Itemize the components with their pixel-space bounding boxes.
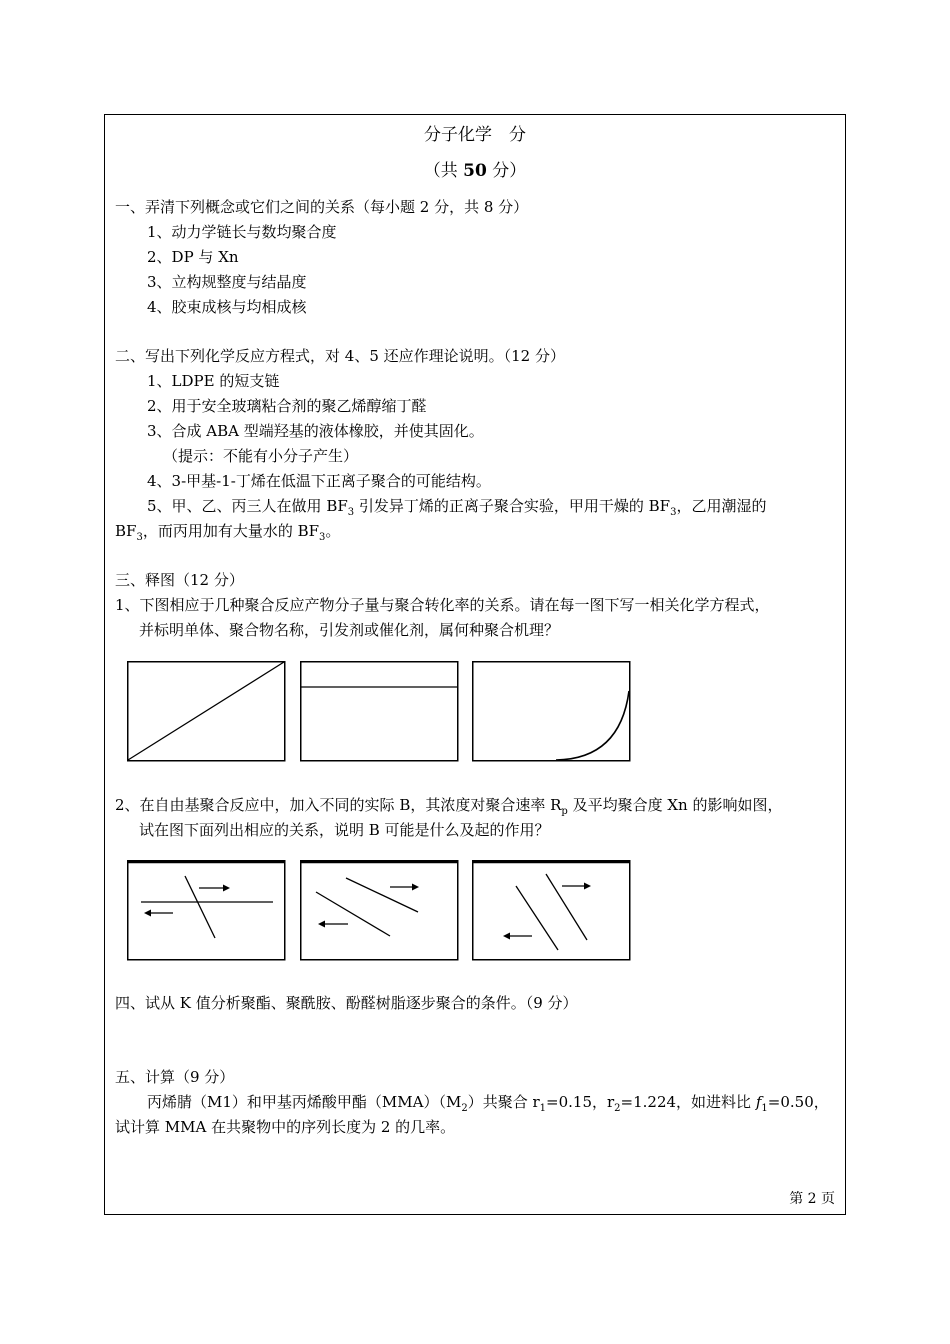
q2-item-5-cont: $BF_3$，而丙用加有大量水的 $BF_3$。 <box>115 522 341 543</box>
q4-heading: 四、试从 K 值分析聚酯、聚酰胺、酚醛树脂逐步聚合的条件。（9 分） <box>115 994 578 1012</box>
figure-b-effect-1 <box>127 860 287 962</box>
q2-item: 3、合成 ABA 型端羟基的液体橡胶，并使其固化。 <box>147 422 484 440</box>
q5-heading: 五、计算（9 分） <box>115 1068 235 1086</box>
q2-hint: （提示：不能有小分子产生） <box>163 447 359 465</box>
q1-item: 4、胶束成核与均相成核 <box>147 298 307 316</box>
q3-heading: 三、释图（12 分） <box>115 571 244 589</box>
q1-heading: 一、弄清下列概念或它们之间的关系（每小题 2 分，共 8 分） <box>115 198 529 216</box>
exam-page-frame <box>104 114 846 1215</box>
q1-item: 2、DP 与 Xn <box>147 248 239 266</box>
page-number: 第 2 页 <box>789 1191 835 1207</box>
q2-item: 4、3-甲基-1-丁烯在低温下正离子聚合的可能结构。 <box>147 472 491 490</box>
q2-heading: 二、写出下列化学反应方程式，对 4、5 还应作理论说明。（12 分） <box>115 347 565 365</box>
figure-sharp-rise <box>472 661 632 763</box>
q3-p2: 2、在自由基聚合反应中，加入不同的实际 B，其浓度对聚合速率 $R_p$ 及平均聚合度 Xn 的影响如图， <box>115 796 783 817</box>
q1-item: 3、立构规整度与结晶度 <box>147 273 307 291</box>
page-title: 分子化学 分 <box>424 125 526 145</box>
figure-b-effect-2 <box>300 860 460 962</box>
q1-item: 1、动力学链长与数均聚合度 <box>147 223 337 241</box>
q5-body: 丙烯腈（M1）和甲基丙烯酸甲酯$(MMA)(M_2)$共聚合 $r_1=0.15$，$r_2=1.224$，如进料比 $f_1=0.50$， <box>147 1093 829 1114</box>
q2-item-5: 5、甲、乙、丙三人在做用 $BF_3$ 引发异丁烯的正离子聚合实验，甲用干燥的 $BF_3$，乙用潮湿的 <box>147 497 767 518</box>
q3-p1: 1、下图相应于几种聚合反应产物分子量与聚合转化率的关系。请在每一图下写一相关化学方程式， <box>115 596 770 614</box>
q2-item: 1、LDPE 的短支链 <box>147 372 280 390</box>
figure-linear-increase <box>127 661 287 763</box>
q5-body-cont: 试计算 MMA 在共聚物中的序列长度为 2 的几率。 <box>115 1118 456 1136</box>
q2-item: 2、用于安全玻璃粘合剂的聚乙烯醇缩丁醛 <box>147 397 427 415</box>
q3-p2-cont: 试在图下面列出相应的关系，说明 B 可能是什么及起的作用？ <box>139 821 550 839</box>
total-points: （共 50 分） <box>423 161 527 181</box>
figure-b-effect-3 <box>472 860 632 962</box>
q3-p1-cont: 并标明单体、聚合物名称，引发剂或催化剂，属何种聚合机理？ <box>139 621 560 639</box>
figure-constant <box>300 661 460 763</box>
